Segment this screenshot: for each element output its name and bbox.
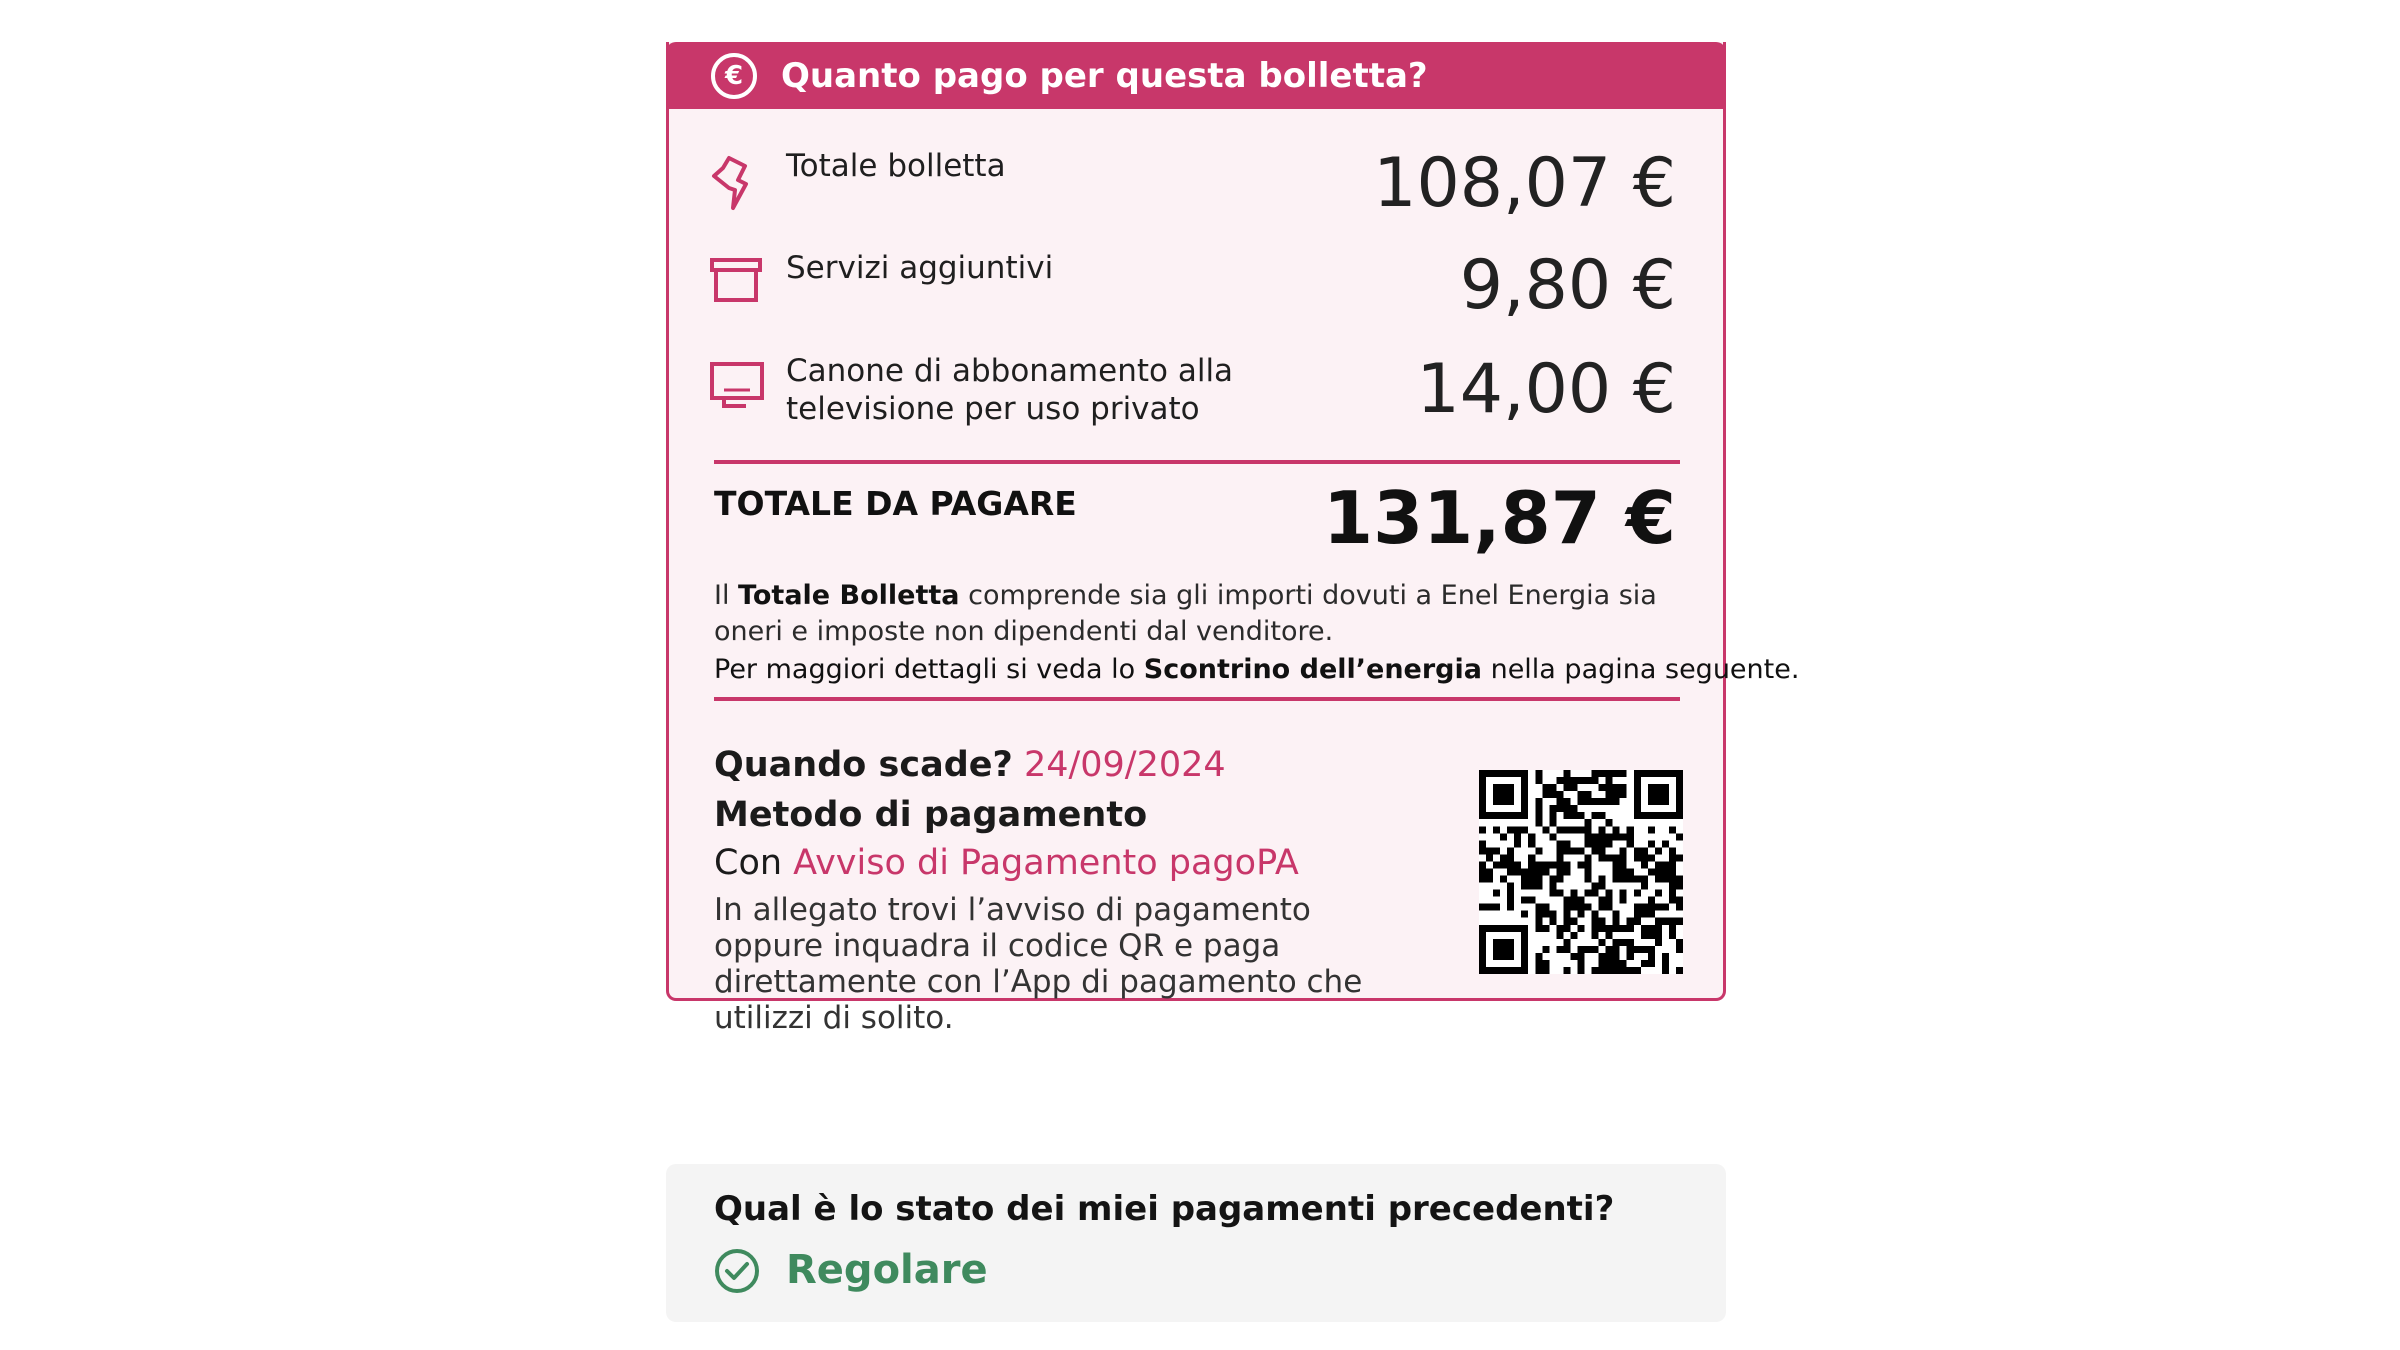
- qr-code-icon[interactable]: [1479, 770, 1683, 974]
- row-label-canone-line1: Canone di abbonamento alla: [786, 353, 1234, 389]
- card-title: Quanto pago per questa bolletta?: [781, 56, 1428, 96]
- row-label-canone-line2: televisione per uso privato: [786, 391, 1200, 427]
- box-icon: [710, 257, 762, 303]
- payment-method-title: Metodo di pagamento: [714, 795, 1148, 835]
- status-question: Qual è lo stato dei miei pagamenti precedenti?: [714, 1189, 1615, 1229]
- note-prefix: Il: [714, 580, 739, 611]
- card-header: [666, 42, 1726, 109]
- lightning-icon: [709, 154, 755, 212]
- total-amount: 131,87 €: [1322, 476, 1676, 560]
- due-date-line: [714, 742, 1226, 788]
- payment-status-card: [666, 1164, 1726, 1322]
- row-amount-totale-bolletta: 108,07 €: [1373, 144, 1676, 223]
- total-note: [714, 578, 1680, 650]
- row-label-canone-tv: [786, 352, 1233, 428]
- note-rest: comprende sia gli importi dovuti a Enel Energia sia oneri e imposte non dipendenti dal venditore.: [714, 580, 1657, 647]
- row-label-totale-bolletta: Totale bolletta: [786, 148, 1006, 184]
- row-label-servizi-aggiuntivi: Servizi aggiuntivi: [786, 250, 1054, 286]
- total-label: TOTALE DA PAGARE: [714, 484, 1077, 523]
- euro-circle-icon: €: [711, 53, 757, 99]
- pagopa-link[interactable]: Avviso di Pagamento pagoPA: [793, 843, 1299, 883]
- payment-method-line: [714, 840, 1299, 886]
- divider: [714, 697, 1680, 701]
- total-note-details: [714, 652, 1799, 688]
- status-value: Regolare: [786, 1247, 988, 1293]
- due-date: 24/09/2024: [1023, 745, 1226, 785]
- payment-description: In allegato trovi l’avviso di pagamento oppure inquadra il codice QR e paga direttamente con l’App di pagamento che utilizzi di solito.: [714, 892, 1363, 1036]
- check-circle-icon: [714, 1248, 760, 1294]
- note-bold: Totale Bolletta: [738, 580, 960, 611]
- row-amount-servizi-aggiuntivi: 9,80 €: [1459, 246, 1676, 325]
- payment-con: Con: [714, 843, 794, 883]
- divider: [714, 460, 1680, 464]
- bill-summary-card: [666, 42, 1800, 1036]
- note2-prefix: Per maggiori dettagli si veda lo: [714, 654, 1144, 685]
- row-amount-canone-tv: 14,00 €: [1416, 350, 1676, 429]
- tv-icon: [710, 362, 764, 412]
- due-question: Quando scade?: [714, 745, 1013, 785]
- note2-rest: nella pagina seguente.: [1482, 654, 1800, 685]
- note2-bold: Scontrino dell’energia: [1143, 654, 1482, 685]
